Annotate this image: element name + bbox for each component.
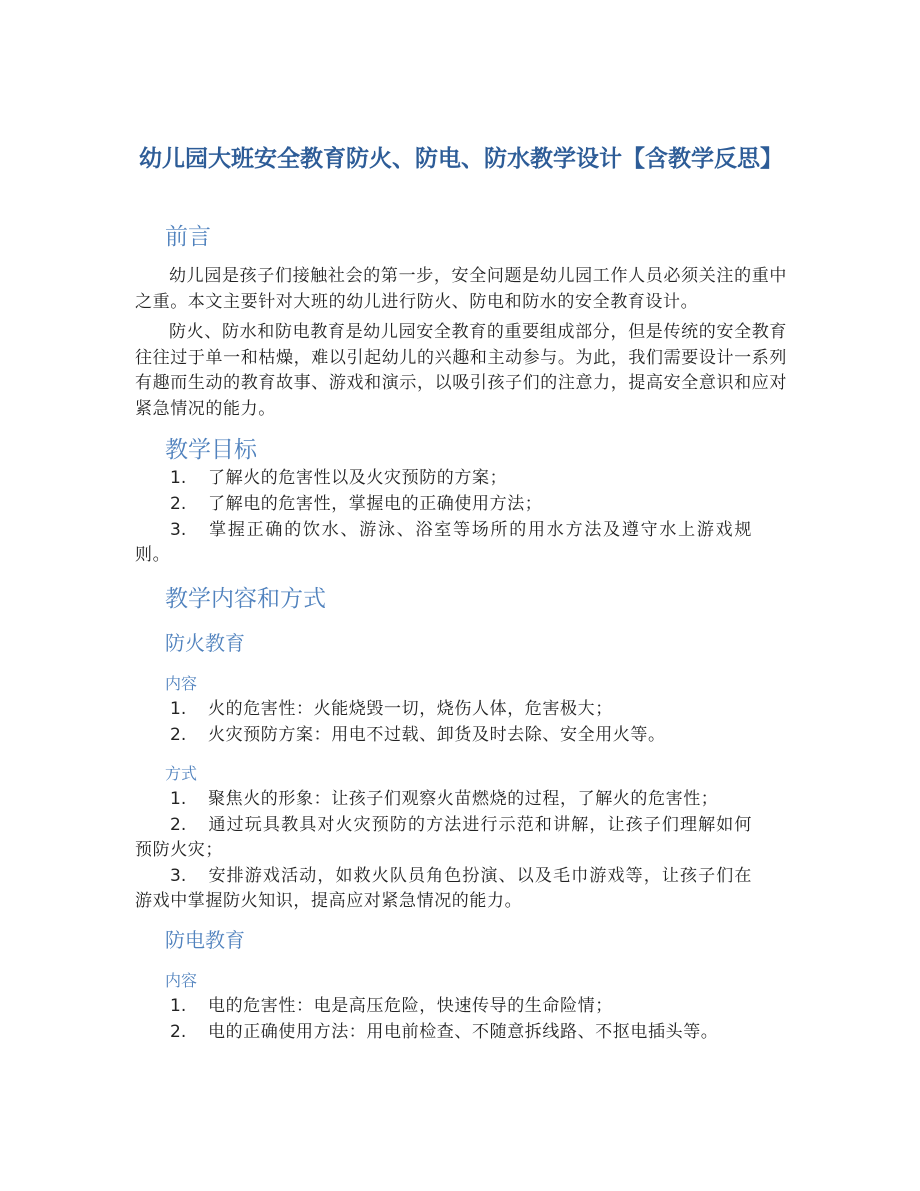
document-title: 幼儿园大班安全教育防火、防电、防水教学设计【含教学反思】 bbox=[139, 146, 783, 172]
fire-method-list bbox=[135, 787, 787, 914]
heading-electric: 防电教育 bbox=[165, 928, 245, 952]
list-item: 1. 电的危害性：电是高压危险，快速传导的生命险情； bbox=[170, 996, 613, 1016]
paragraph: 幼儿园是孩子们接触社会的第一步，安全问题是幼儿园工作人员必须关注的重中之重。本文主要针对大班的幼儿进行防火、防电和防水的安全教育设计。 bbox=[135, 266, 787, 312]
goals-list bbox=[135, 466, 787, 568]
label-content: 内容 bbox=[165, 971, 198, 990]
list-item: 2. 了解电的危害性，掌握电的正确使用方法； bbox=[170, 494, 543, 514]
label-method: 方式 bbox=[165, 764, 198, 783]
list-item: 3. 掌握正确的饮水、游泳、浴室等场所的用水方法及遵守水上游戏规则。 bbox=[135, 520, 752, 565]
heading-fire: 防火教育 bbox=[165, 631, 245, 655]
heading-preface: 前言 bbox=[165, 224, 211, 250]
paragraph: 防火、防水和防电教育是幼儿园安全教育的重要组成部分，但是传统的安全教育往往过于单一和枯燥，难以引起幼儿的兴趣和主动参与。为此，我们需要设计一系列有趣而生动的教育故事、游戏和演示，以吸引孩子们的注意力，提高安全意识和应对紧急情况的能力。 bbox=[135, 322, 787, 419]
list-item: 3. 安排游戏活动，如救火队员角色扮演、以及毛巾游戏等，让孩子们在游戏中掌握防火知识，提高应对紧急情况的能力。 bbox=[135, 866, 752, 911]
list-item: 2. 电的正确使用方法：用电前检查、不随意拆线路、不抠电插头等。 bbox=[170, 1022, 719, 1042]
list-item: 1. 火的危害性：火能烧毁一切，烧伤人体，危害极大； bbox=[170, 699, 613, 719]
list-item: 1. 了解火的危害性以及火灾预防的方案； bbox=[170, 468, 508, 488]
electric-content-list bbox=[135, 994, 787, 1045]
heading-content: 教学内容和方式 bbox=[165, 586, 326, 612]
label-content: 内容 bbox=[165, 674, 198, 693]
list-item: 2. 火灾预防方案：用电不过载、卸货及时去除、安全用火等。 bbox=[170, 725, 666, 745]
fire-content-list bbox=[135, 697, 787, 748]
list-item: 2. 通过玩具教具对火灾预防的方法进行示范和讲解，让孩子们理解如何预防火灾； bbox=[135, 815, 752, 860]
list-item: 1. 聚焦火的形象：让孩子们观察火苗燃烧的过程，了解火的危害性； bbox=[170, 789, 719, 809]
heading-goals: 教学目标 bbox=[165, 437, 257, 463]
